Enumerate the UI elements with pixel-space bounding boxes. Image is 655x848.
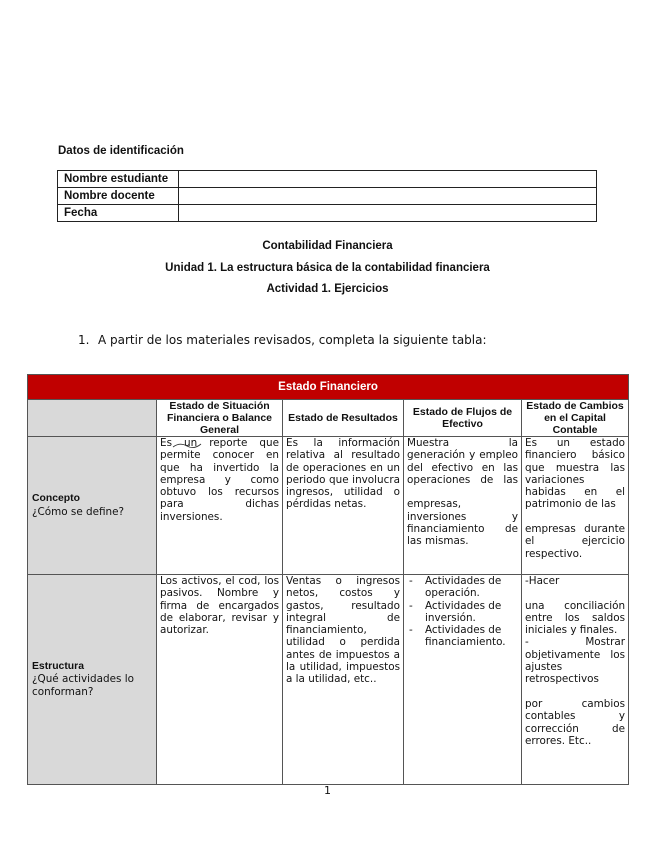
unit-title: Unidad 1. La estructura básica de la contabilidad financiera xyxy=(165,262,490,274)
col-header-resultados: Estado de Resultados xyxy=(283,400,404,437)
teacher-name-field[interactable] xyxy=(179,188,597,205)
col-header-flujos: Estado de Flujos de Efectivo xyxy=(404,400,522,437)
row-title-estructura: Estructura xyxy=(32,661,84,673)
estructura-cambios-p3: por cambios contables y corrección de errores. Etc.. xyxy=(525,697,626,747)
col-header-cambios: Estado de Cambios en el Capital Contable xyxy=(522,400,629,437)
corner-cell xyxy=(28,400,157,437)
instruction-text: A partir de los materiales revisados, completa la siguiente tabla: xyxy=(98,333,487,347)
row-question-concepto: ¿Cómo se define? xyxy=(32,505,125,518)
col-header-balance: Estado de Situación Financiera o Balance General xyxy=(157,400,283,437)
concepto-cambios-p1: Es un estado financiero básico que muestra las variaciones habidas en el patrimonio de las xyxy=(525,437,626,511)
estructura-cambios-p2: - Mostrar objetivamente los ajustes retrospectivos xyxy=(525,636,626,686)
row-header-concepto xyxy=(28,437,157,575)
cell-estructura-flujos xyxy=(404,575,522,785)
identification-table xyxy=(57,170,597,222)
financial-statements-table xyxy=(27,374,629,785)
id-row-teacher xyxy=(58,188,597,205)
table-row-estructura xyxy=(28,575,629,785)
date-field[interactable] xyxy=(179,205,597,222)
list-item: - Actividades de financiamiento. xyxy=(407,624,518,649)
cell-estructura-resultados: Ventas o ingresos netos, costos y gastos, resultado integral de financiamiento, utilidad o perdida antes de impuestos a la utilidad, impuestos a la utilidad, etc.. xyxy=(283,575,404,785)
estructura-cambios-p1: una conciliación entre los saldos iniciales y finales. xyxy=(525,599,626,637)
cell-concepto-resultados: Es la información relativa al resultado de operaciones en un periodo que involucra ingresos, utilidad o pérdidas netas. xyxy=(283,437,404,575)
id-row-student xyxy=(58,171,597,188)
row-title-concepto: Concepto xyxy=(32,493,80,505)
student-name-field[interactable] xyxy=(179,171,597,188)
row-header-estructura xyxy=(28,575,157,785)
student-name-label: Nombre estudiante xyxy=(58,171,179,188)
instruction xyxy=(78,333,487,347)
estructura-cambios-hacer: -Hacer xyxy=(525,575,560,587)
list-item: - Actividades de operación. xyxy=(407,575,518,600)
concepto-flujos-p2: empresas, inversiones y financiamiento de las mismas. xyxy=(407,498,518,548)
cell-concepto-balance: Es un reporte que permite conocer en que ha invertido la empresa y como obtuvo los recursos para dichas inversiones. xyxy=(157,437,283,575)
instruction-number: 1. xyxy=(78,333,90,347)
estructura-flujos-list xyxy=(407,575,518,649)
activity-title: Actividad 1. Ejercicios xyxy=(266,283,389,295)
cell-concepto-cambios xyxy=(522,437,629,575)
cell-concepto-flujos xyxy=(404,437,522,575)
row-question-estructura: ¿Qué actividades lo conforman? xyxy=(32,673,134,698)
table-row-concepto xyxy=(28,437,629,575)
cell-estructura-cambios xyxy=(522,575,629,785)
concepto-cambios-p2: empresas durante el ejercicio respectivo. xyxy=(525,523,626,560)
teacher-name-label: Nombre docente xyxy=(58,188,179,205)
course-title: Contabilidad Financiera xyxy=(262,240,393,252)
page-number: 1 xyxy=(324,784,331,797)
date-label: Fecha xyxy=(58,205,179,222)
table-banner: Estado Financiero xyxy=(28,375,629,400)
list-item: - Actividades de inversión. xyxy=(407,600,518,625)
concepto-flujos-p1: Muestra la generación y empleo del efectivo en las operaciones de las xyxy=(407,437,518,486)
identification-heading: Datos de identificación xyxy=(58,145,184,157)
cell-estructura-balance: Los activos, el cod, los pasivos. Nombre y firma de encargados de elaborar, revisar y autorizar. xyxy=(157,575,283,785)
id-row-date xyxy=(58,205,597,222)
handwritten-strike-mark xyxy=(172,441,202,449)
